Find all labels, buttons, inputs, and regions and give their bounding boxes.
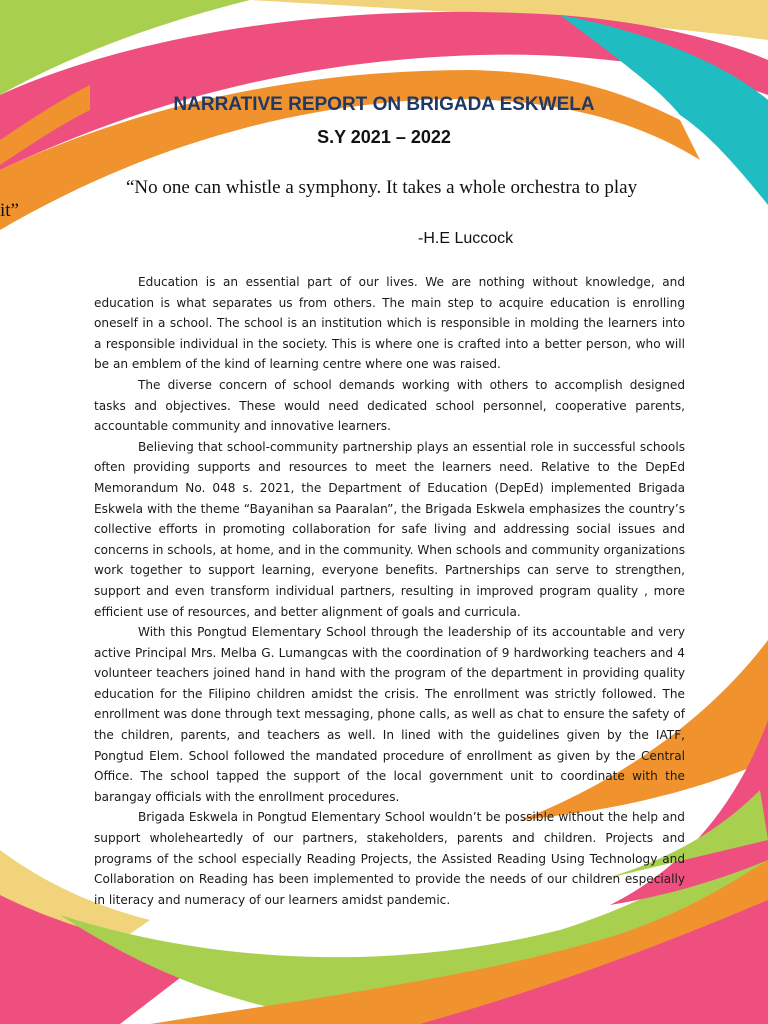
- quote-line-1: “No one can whistle a symphony. It takes a whole orchestra to play: [126, 177, 638, 198]
- report-title: NARRATIVE REPORT ON BRIGADA ESKWELA: [173, 94, 595, 115]
- paragraph-3: Believing that school-community partnership plays an essential role in successful schools often providing supports and resources to meet the learners need. Relative to the DepEd Memorandum No. 048 s. 2021, the Department of Education (DepEd) implemented Brigada Eskwela with the theme “Bayanihan sa Paaralan”, the Brigada Eskwela emphasizes the country’s collective efforts in promoting collaboration for safe living and addressing social issues and concerns in schools, at home, and in the community. When schools and community organizations work together to support learning, everyone benefits. Partnerships can serve to strengthen, support and even transform individual partners, resulting in improved program quality , more efficient use of resources, and better alignment of goals and curricula.: [94, 439, 685, 619]
- paragraph-1: Education is an essential part of our lives. We are nothing without knowledge, and education is what separates us from others. The main step to acquire education is enrolling oneself in a school. The school is an institution which is responsible in molding the learners into a responsible individual in the society. This is where one is crafted into a better person, who will be an emblem of the kind of learning centre where one was raised.: [94, 275, 685, 372]
- school-year-subtitle: S.Y 2021 – 2022: [317, 127, 451, 147]
- paragraph-2: The diverse concern of school demands working with others to accomplish designed tasks and objectives. These would need dedicated school personnel, cooperative parents, accountable community and innovative learners.: [94, 377, 685, 434]
- paragraph-4: With this Pongtud Elementary School through the leadership of its accountable and very active Principal Mrs. Melba G. Lumangcas with the coordination of 9 hardworking teachers and 4 volunteer teachers joined hand in hand with the program of the department in providing quality education for the Filipino children amidst the crisis. The enrollment was strictly followed. The enrollment was done through text messaging, phone calls, as well as chat to ensure the safety of the children, parents, and teachers as well. In lined with the guidelines given by the IATF, Pongtud Elem. School followed the mandated procedure of enrollment as given by the Central Office. The school tapped the support of the local government unit to coordinate with the barangay officials with the enrollment procedures.: [94, 625, 685, 804]
- quote-line-2: it”: [0, 200, 19, 221]
- paragraph-5: Brigada Eskwela in Pongtud Elementary School wouldn’t be possible without the help and support wholeheartedly of our partners, stakeholders, parents and children. Projects and programs of the school especially Reading Projects, the Assisted Reading Using Technology and Collaboration on Reading has been implemented to provide the needs of our children especially in literacy and numeracy of our learners amidst pandemic.: [94, 810, 685, 907]
- quote-author: -H.E Luccock: [418, 230, 514, 247]
- report-body: [94, 272, 685, 910]
